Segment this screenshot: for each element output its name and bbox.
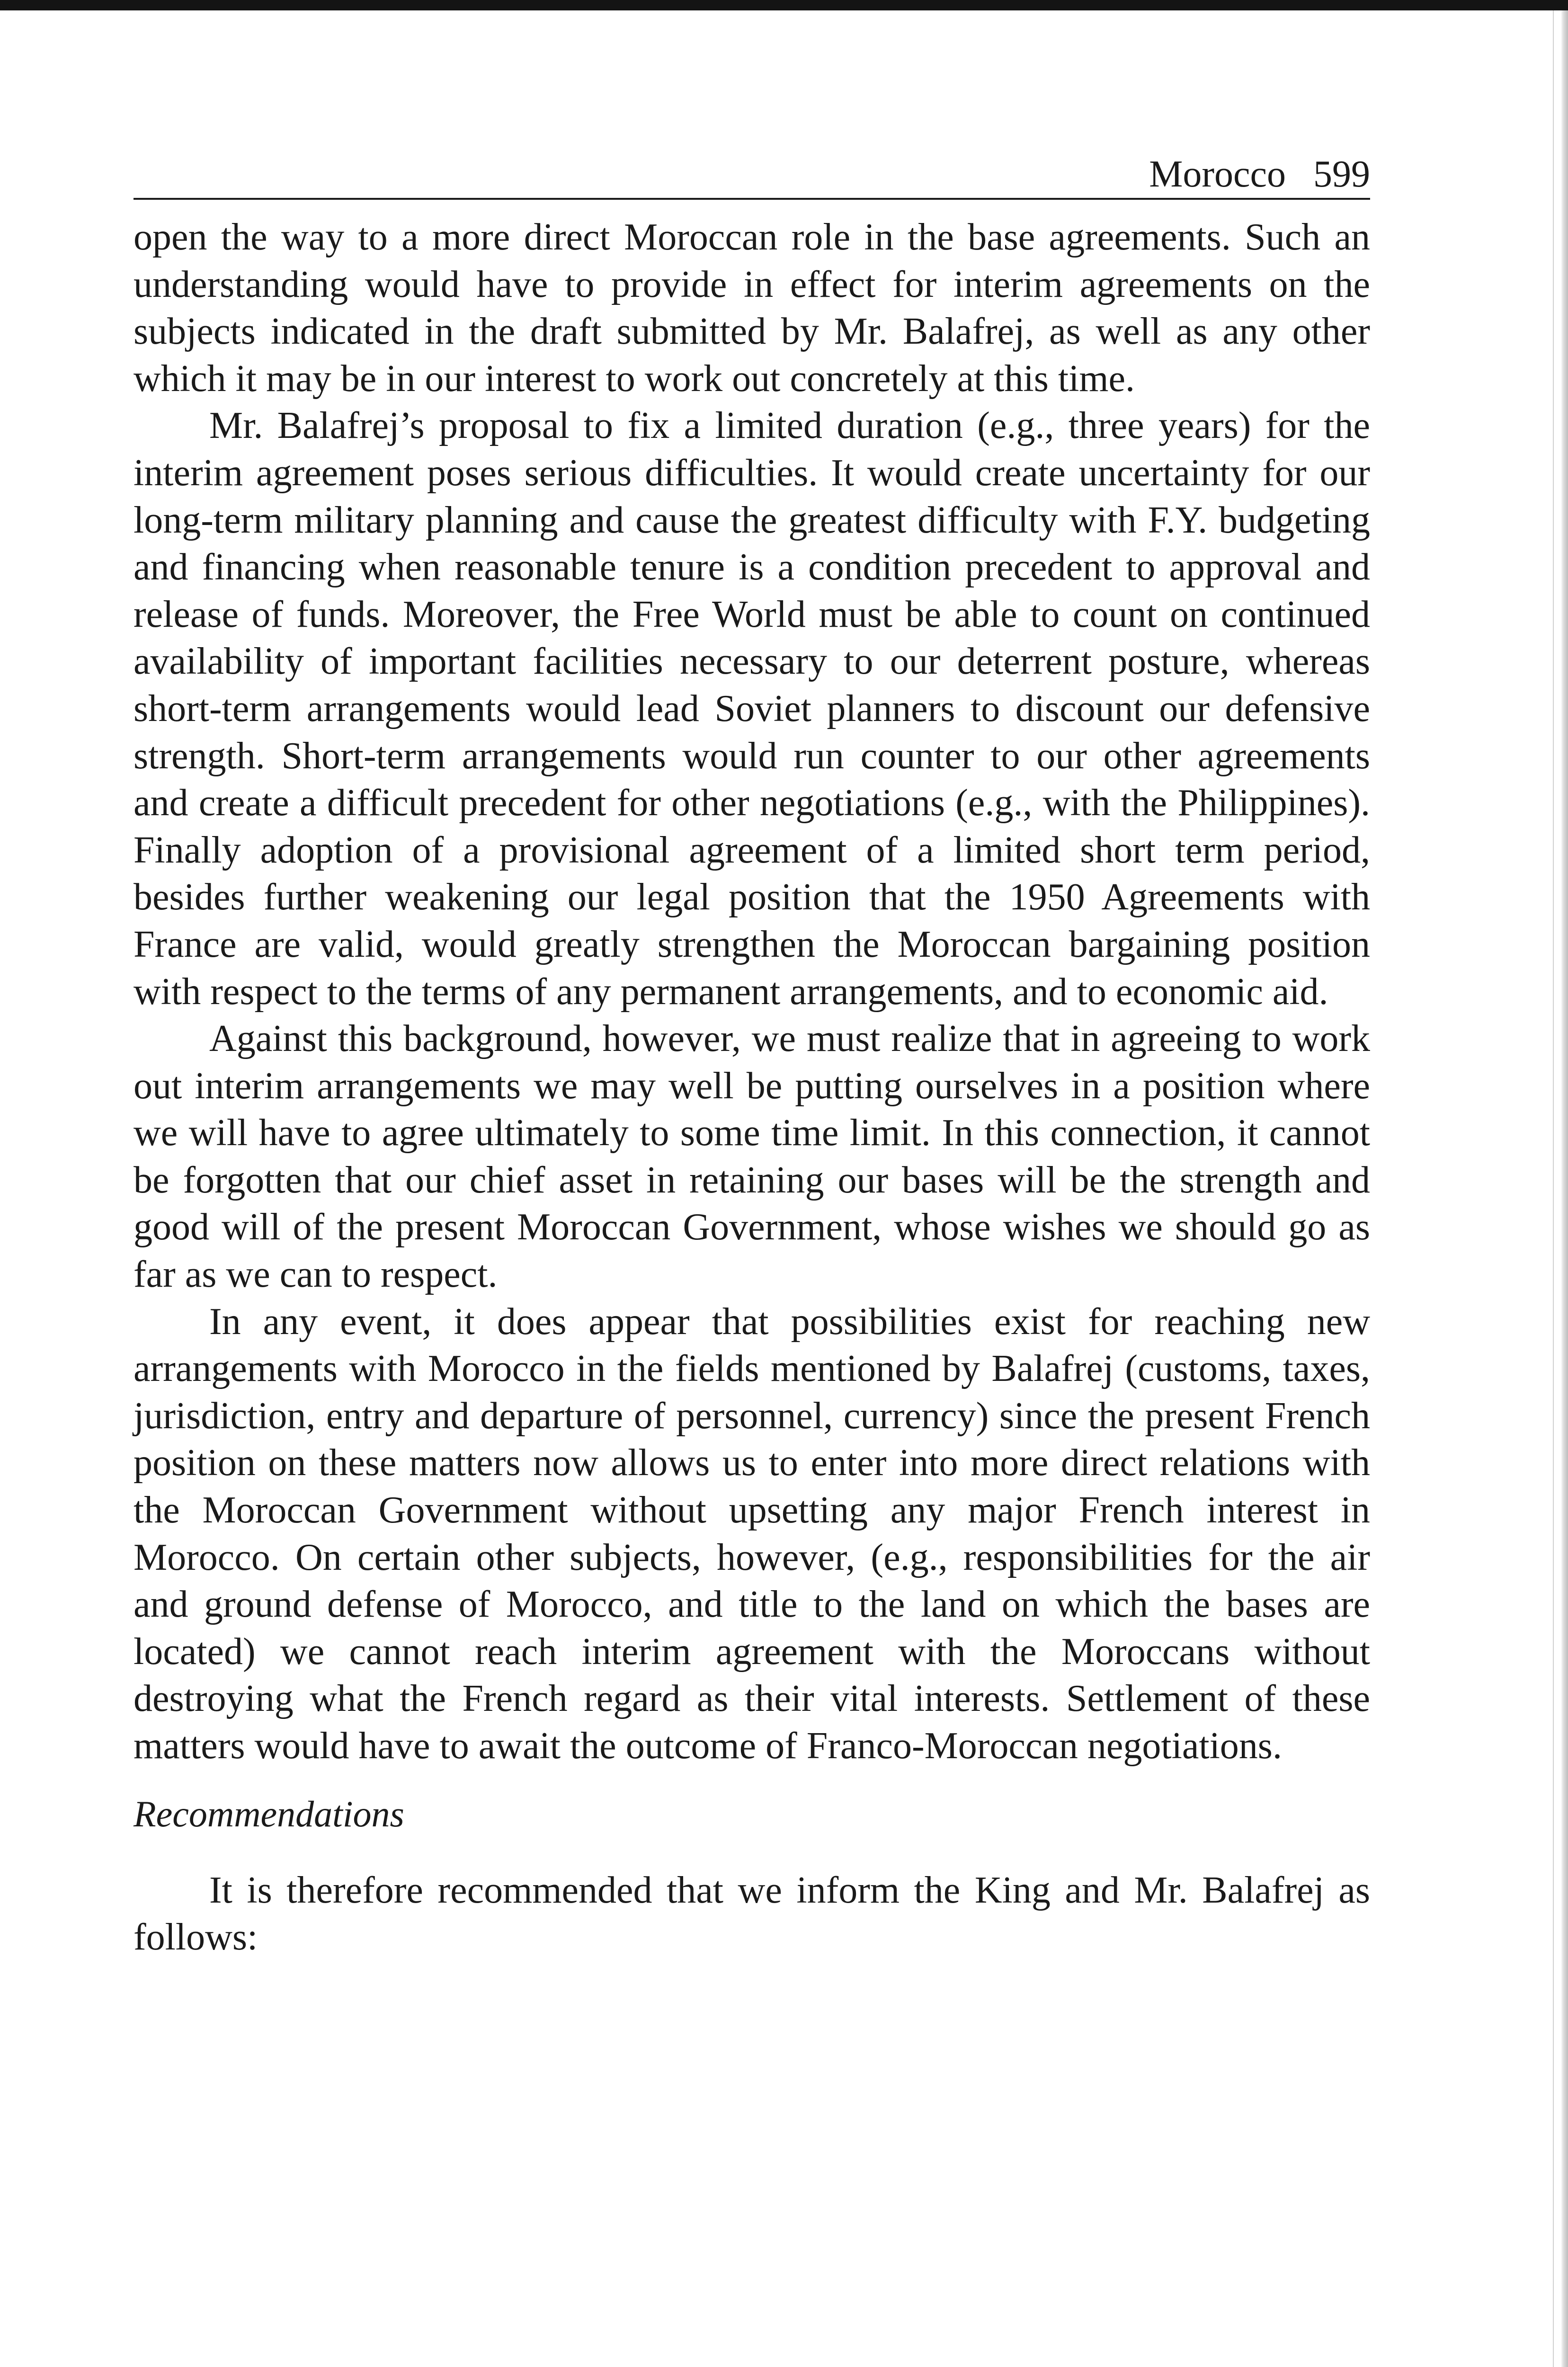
book-page: [134, 151, 1370, 1961]
paragraph-background: Against this background, however, we must realize that in agreeing to work out interim arrangements we may well be putting ourselves in a position where we will have to agree ultimately to some time limit. In this connection, it cannot be forgotten that our chief asset in retaining our bases will be the strength and good will of the present Moroccan Government, whose wishes we should go as far as we can to respect.: [134, 1018, 1370, 1296]
scan-top-edge: [0, 0, 1568, 10]
paragraph-duration-proposal: Mr. Balafrej’s proposal to fix a limited duration (e.g., three years) for the interim agreement poses serious difficulties. It would create uncertainty for our long-term military planning and cause the greatest difficulty with F.Y. budgeting and financing when reasonable tenure is a condition precedent to approval and release of funds. Moreover, the Free World must be able to count on continued availability of important facilities necessary to our deterrent posture, whereas short-term arrangements would lead Soviet planners to discount our defensive strength. Short-term arrangements would run counter to our other agreements and create a difficult precedent for other negotiations (e.g., with the Philippines). Finally adoption of a provisional agreement of a limited short term period, besides further weakening our legal position that the 1950 Agreements with France are valid, would greatly strengthen the Moroccan bargaining position with respect to the terms of any permanent arrangements, and to economic aid.: [134, 405, 1370, 1013]
body-text: [134, 214, 1370, 1961]
paragraph-recommendation: It is therefore recommended that we inform the King and Mr. Balafrej as follows:: [134, 1869, 1370, 1958]
recommendations-heading: Recommendations: [134, 1793, 404, 1834]
paragraph-possibilities: In any event, it does appear that possibilities exist for reaching new arrangements with Morocco in the fields mentioned by Balafrej (customs, taxes, jurisdiction, entry and departure of personnel, currency) since the present French position on these matters now allows us to enter into more direct relations with the Moroccan Government without upsetting any major French interest in Morocco. On certain other subjects, however, (e.g., responsibilities for the air and ground defense of Morocco, and title to the land on which the bases are located) we cannot reach interim agreement with the Moroccans without destroying what the French regard as their vital interests. Settlement of these matters would have to await the outcome of Franco-Moroccan negotiations.: [134, 1300, 1370, 1767]
running-head-section: Morocco: [1149, 153, 1286, 195]
scan-right-edge: [1561, 10, 1568, 2367]
page-number: 599: [1313, 153, 1370, 195]
running-head: [134, 151, 1370, 200]
scan-binding-line: [1553, 10, 1554, 2367]
paragraph-continued: open the way to a more direct Moroccan role in the base agreements. Such an understanding would have to provide in effect for interim agreements on the subjects indicated in the draft submitted by Mr. Balafrej, as well as any other which it may be in our interest to work out concretely at this time.: [134, 216, 1370, 400]
